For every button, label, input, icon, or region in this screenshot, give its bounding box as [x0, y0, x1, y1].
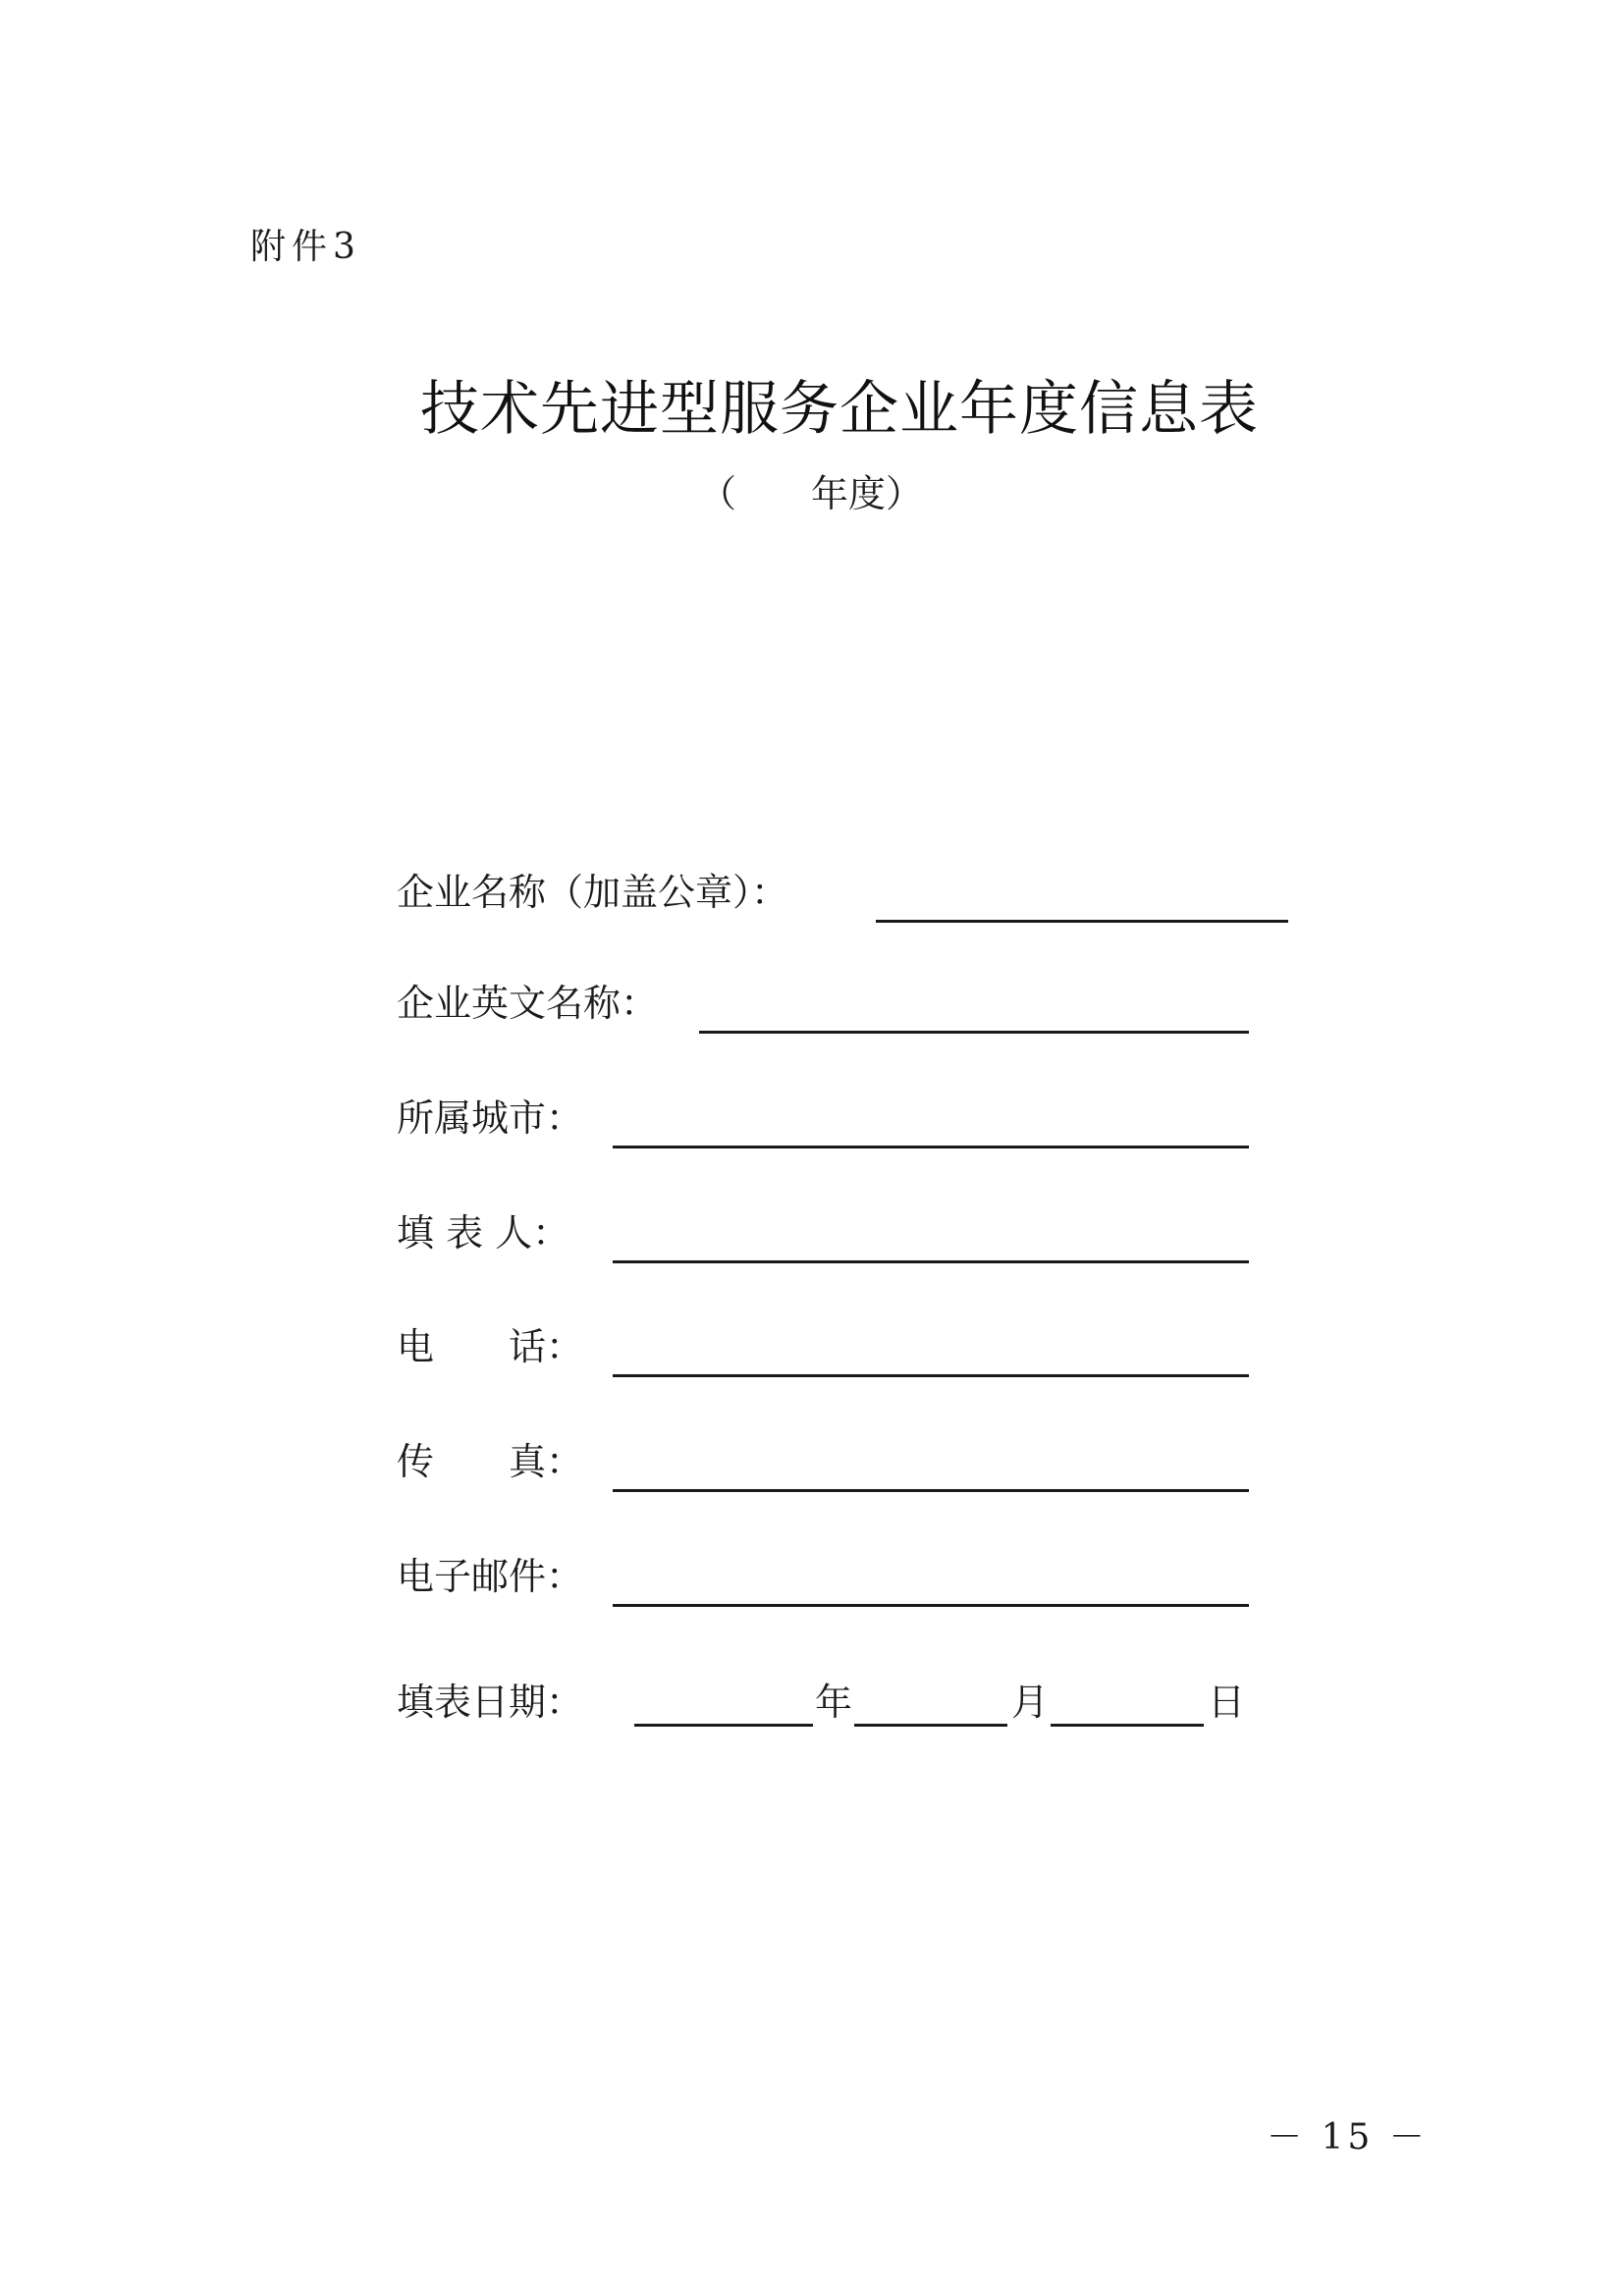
month-unit: 月 — [1011, 1681, 1050, 1724]
attachment-label: 附件3 — [250, 227, 361, 267]
field-label: 电 话： — [397, 1325, 584, 1368]
field-label: 填 表 人： — [397, 1211, 570, 1255]
fill-date-row — [397, 1674, 1280, 1733]
field-label: 电子邮件： — [397, 1555, 584, 1598]
field-city — [397, 1090, 1280, 1148]
field-label: 所属城市： — [397, 1096, 584, 1140]
phone-input-line[interactable] — [613, 1374, 1249, 1377]
day-input-line[interactable] — [1051, 1724, 1204, 1727]
field-email — [397, 1548, 1280, 1607]
field-company-english-name — [397, 975, 1280, 1034]
company-english-name-input-line[interactable] — [699, 1031, 1249, 1034]
filler-input-line[interactable] — [613, 1260, 1249, 1263]
day-unit: 日 — [1208, 1681, 1246, 1724]
page-number: － 15 － — [1267, 2117, 1429, 2158]
field-company-name — [397, 864, 1300, 923]
field-fax — [397, 1433, 1280, 1492]
fax-input-line[interactable] — [613, 1489, 1249, 1492]
fill-date-label: 填表日期： — [397, 1681, 584, 1724]
form-title: 技术先进型服务企业年度信息表 — [420, 375, 1259, 444]
year-input-line[interactable] — [634, 1724, 813, 1727]
email-input-line[interactable] — [613, 1604, 1249, 1607]
field-phone — [397, 1318, 1280, 1377]
year-unit: 年 — [815, 1681, 853, 1724]
year-subtitle: （ 年度） — [699, 472, 924, 515]
field-label: 企业名称（加盖公章）： — [397, 871, 789, 914]
city-input-line[interactable] — [613, 1146, 1249, 1148]
company-name-input-line[interactable] — [876, 920, 1288, 923]
month-input-line[interactable] — [854, 1724, 1007, 1727]
field-label: 传 真： — [397, 1440, 584, 1483]
field-filler — [397, 1204, 1280, 1263]
field-label: 企业英文名称： — [397, 982, 659, 1025]
